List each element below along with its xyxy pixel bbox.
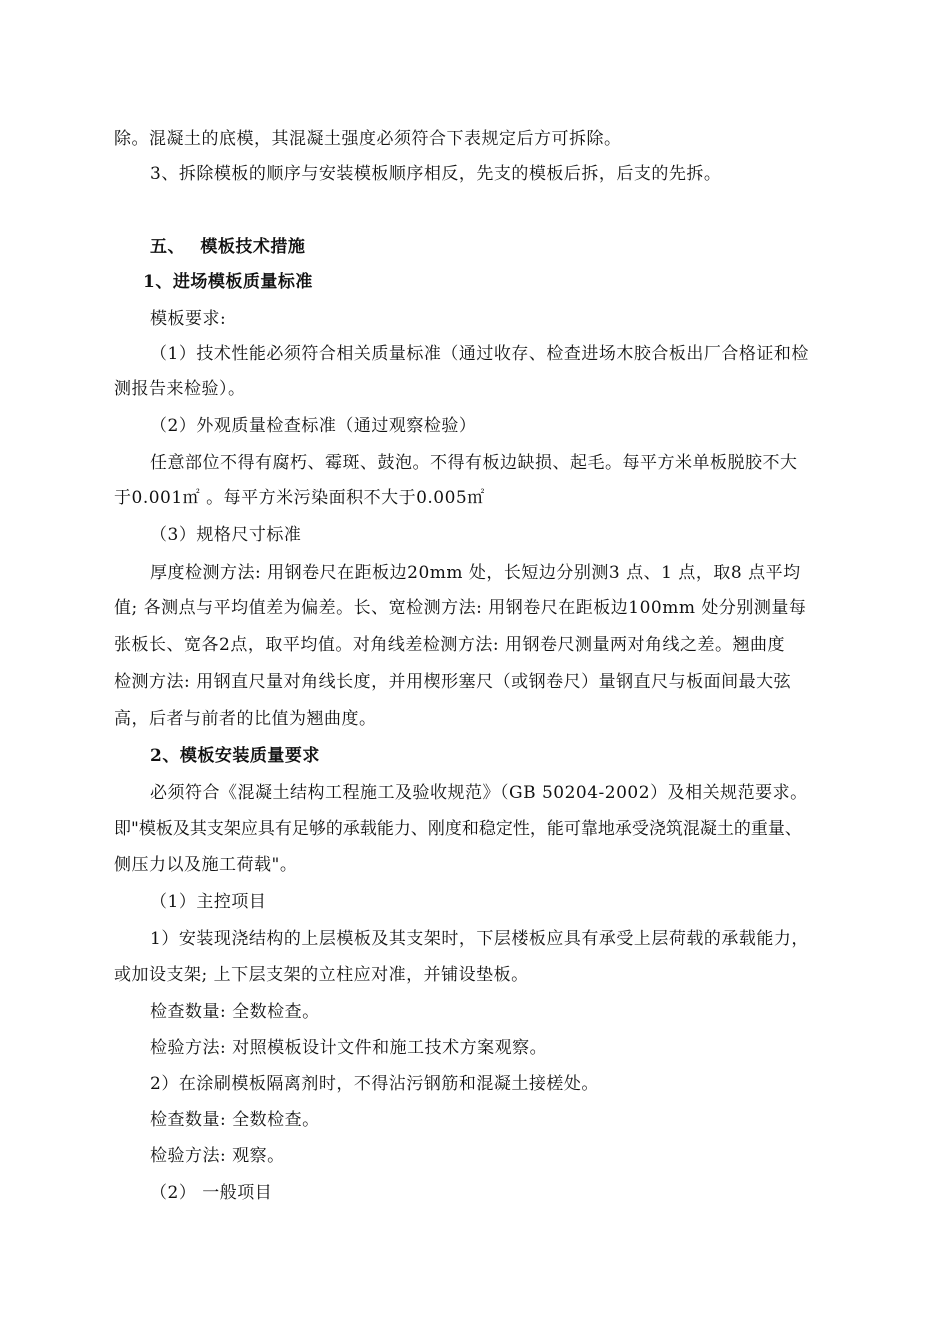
paragraph-line: 于0.001㎡ 。每平方米污染面积不大于0.005㎡ <box>114 488 485 508</box>
paragraph-line: 检查数量: 全数检查。 <box>150 1110 320 1130</box>
subsection-heading: 2、模板安装质量要求 <box>150 746 320 766</box>
paragraph-line: 值; 各测点与平均值差为偏差。长、宽检测方法: 用钢卷尺在距板边100mm 处分别测量每 <box>114 598 807 618</box>
paragraph-line: 检验方法: 观察。 <box>150 1146 285 1166</box>
paragraph-line: 检查数量: 全数检查。 <box>150 1002 320 1022</box>
paragraph-line: （2） 一般项目 <box>150 1183 273 1203</box>
paragraph-line: 模板要求: <box>150 309 227 329</box>
paragraph-line: 厚度检测方法: 用钢卷尺在距板边20mm 处，长短边分别测3 点、1 点，取8 点平均 <box>150 563 801 583</box>
paragraph-line: 高，后者与前者的比值为翘曲度。 <box>114 709 377 729</box>
paragraph-line: （3）规格尺寸标准 <box>150 525 302 545</box>
subsection-heading: 1、进场模板质量标准 <box>143 272 313 292</box>
paragraph-line: （1）技术性能必须符合相关质量标准（通过收存、检查进场木胶合板出厂合格证和检 <box>150 344 809 364</box>
section-heading: 五、 模板技术措施 <box>150 237 306 257</box>
paragraph-line: 检验方法: 对照模板设计文件和施工技术方案观察。 <box>150 1038 548 1058</box>
paragraph-line: 侧压力以及施工荷载"。 <box>114 855 298 875</box>
paragraph-line: 检测方法: 用钢直尺量对角线长度，并用楔形塞尺（或钢卷尺）量钢直尺与板面间最大弦 <box>114 672 792 692</box>
paragraph-line: 即"模板及其支架应具有足够的承载能力、刚度和稳定性，能可靠地承受浇筑混凝土的重量、 <box>114 819 802 839</box>
paragraph-line: 除。混凝土的底模，其混凝土强度必须符合下表规定后方可拆除。 <box>114 129 622 149</box>
paragraph-line: 2）在涂刷模板隔离剂时，不得沾污钢筋和混凝土接槎处。 <box>150 1074 599 1094</box>
paragraph-line: 3、拆除模板的顺序与安装模板顺序相反，先支的模板后拆，后支的先拆。 <box>150 164 722 184</box>
paragraph-line: （2）外观质量检查标准（通过观察检验） <box>150 416 477 436</box>
paragraph-line: 任意部位不得有腐朽、霉斑、鼓泡。不得有板边缺损、起毛。每平方米单板脱胶不大 <box>150 453 798 473</box>
paragraph-line: （1）主控项目 <box>150 892 267 912</box>
paragraph-line: 1）安装现浇结构的上层模板及其支架时，下层楼板应具有承受上层荷载的承载能力， <box>150 929 809 949</box>
paragraph-line: 或加设支架; 上下层支架的立柱应对准，并铺设垫板。 <box>114 965 529 985</box>
paragraph-line: 测报告来检验）。 <box>114 379 246 399</box>
paragraph-line: 张板长、宽各2点，取平均值。对角线差检测方法: 用钢卷尺测量两对角线之差。翘曲度 <box>114 635 785 655</box>
paragraph-line: 必须符合《混凝土结构工程施工及验收规范》（GB 50204-2002）及相关规范要求。 <box>150 783 808 803</box>
